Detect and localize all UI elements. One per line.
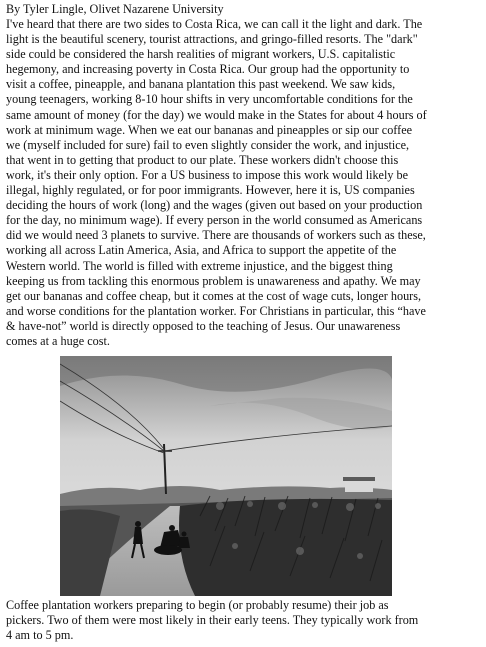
article-line: that went in to getting that product to our plate. These workers didn't choose this	[6, 152, 399, 167]
article-line: & have-not” world is directly opposed to the teaching of Jesus. Our unawareness	[6, 318, 401, 333]
article-line: illegal, highly regulated, or for poor immigrants. However, here it is, US companies	[6, 183, 415, 198]
article-line: work, it's their only option. For a US business to impose this work would likely be	[6, 167, 408, 182]
byline: By Tyler Lingle, Olivet Nazarene University	[6, 2, 224, 16]
article-line: young teenagers, working 8-10 hour shifts in very uncomfortable conditions for the	[6, 92, 413, 107]
article-body	[6, 17, 482, 349]
article-line: working all across Latin America, Asia, and Africa to support the appetite of the	[6, 243, 397, 258]
article-line: and worse conditions for the plantation worker. For Christians in particular, this “have	[6, 303, 426, 318]
caption-line: Coffee plantation workers preparing to begin (or probably resume) their job as	[6, 598, 389, 612]
article-line: work at minimum wage. When we eat our bananas and pineapples or sip our coffee	[6, 122, 413, 137]
photo-caption	[6, 598, 482, 643]
article-line: hegemony, and increasing poverty in Costa Rica. Our group had the opportunity to	[6, 62, 410, 77]
article-line: same amount of money (for the day) we would make in the States for about 4 hours of	[6, 107, 427, 122]
article-line: get our bananas and coffee cheap, but it comes at the cost of wage cuts, longer hours,	[6, 288, 422, 303]
article-line: keeping us from tackling this enormous problem is unawareness and apathy. We may	[6, 273, 421, 288]
article-line: I've heard that there are two sides to Costa Rica, we can call it the light and dark. The	[6, 17, 423, 31]
plantation-photo	[60, 356, 392, 596]
article-line: comes at a huge cost.	[6, 333, 110, 348]
caption-line: pickers. Two of them were most likely in their early teens. They typically work from	[6, 613, 419, 627]
article-line: did we would need 3 planets to survive. There are thousands of workers such as these,	[6, 228, 426, 243]
article-line: Western world. The world is filled with extreme injustice, and the biggest thing	[6, 258, 393, 273]
article-line: side could be considered the harsh realities of migrant workers, U.S. capitalistic	[6, 47, 396, 62]
article-line: for the day, no minimum wage). If every person in the world consumed as Americans	[6, 213, 423, 228]
article-line: we (myself included for sure) fail to even slightly consider the work, and injustice,	[6, 137, 410, 152]
article-line: visit a coffee, pineapple, and banana plantation this past weekend. We saw kids,	[6, 77, 396, 92]
caption-line: 4 am to 5 pm.	[6, 628, 74, 642]
article-line: light is the beautiful scenery, tourist attractions, and gringo-filled resorts. The "dark"	[6, 32, 418, 47]
article-line: deciding the hours of work (long) and the wages (given out based on your production	[6, 198, 423, 213]
